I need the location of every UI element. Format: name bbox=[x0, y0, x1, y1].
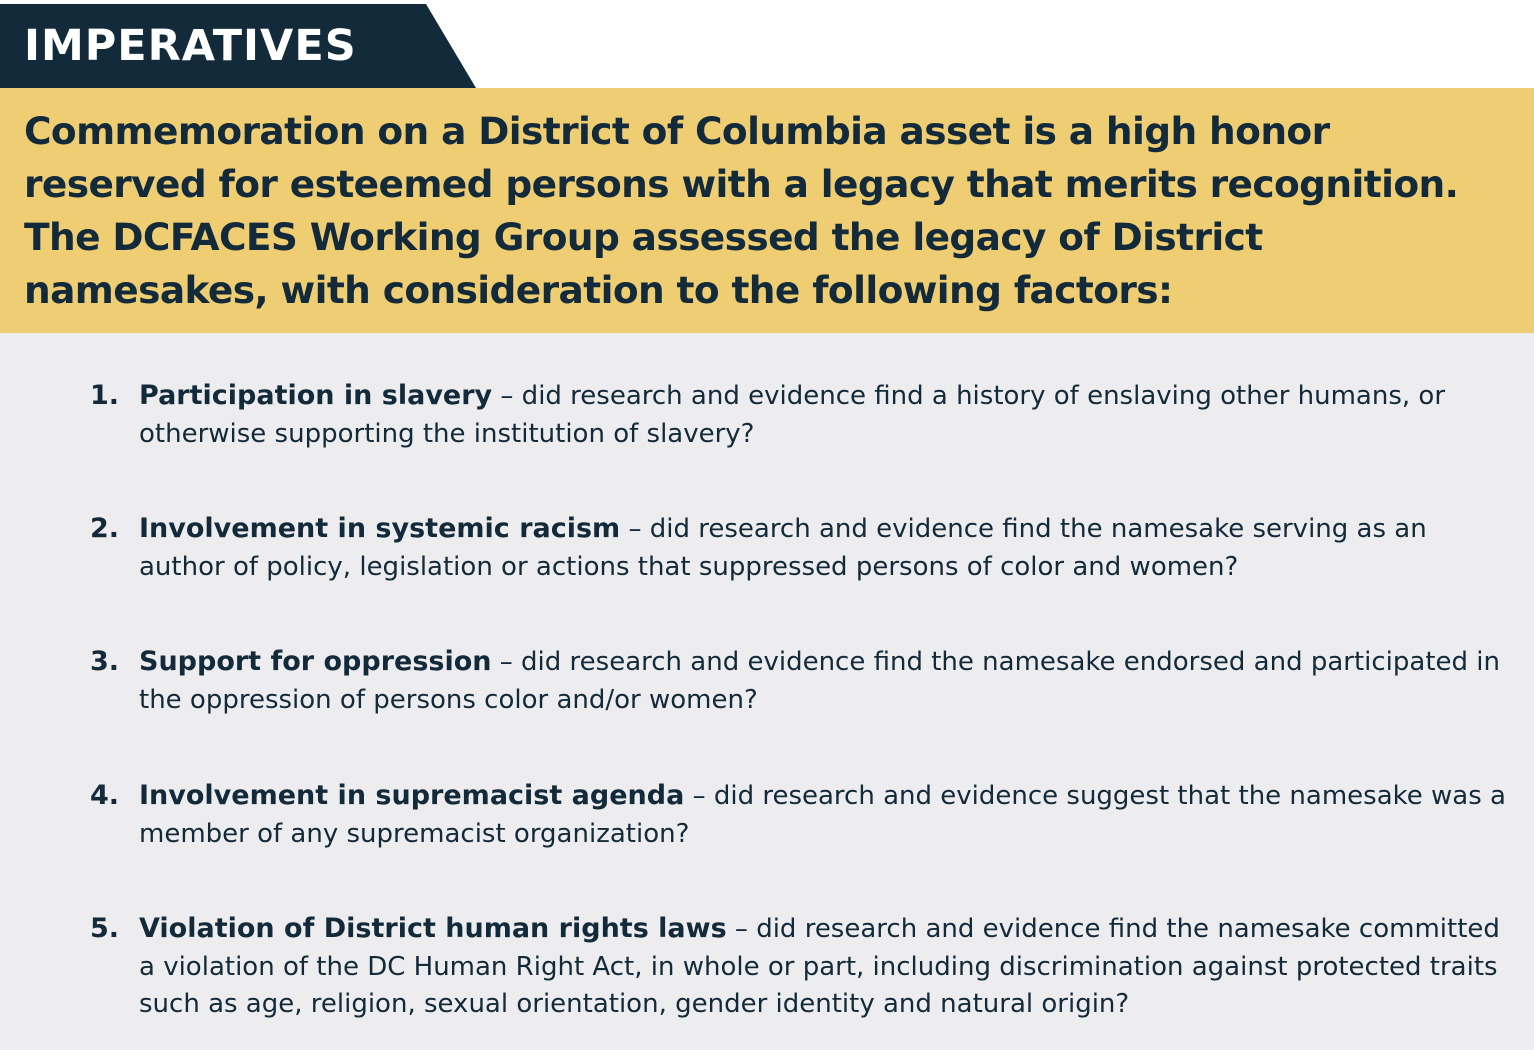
factor-item-slavery bbox=[90, 377, 1510, 453]
factor-item-oppression bbox=[90, 643, 1510, 719]
factor-item-systemic-racism bbox=[90, 510, 1510, 586]
header-band bbox=[0, 0, 1534, 88]
factor-body bbox=[139, 643, 1510, 719]
factor-number: 3. bbox=[90, 646, 120, 677]
factor-description: – did research and evidence find the namesake committed a violation of the DC Human Right Act, in whole or part, including discrimination against protected traits such as age, religion, sexual orientation, gender identity and natural origin? bbox=[139, 914, 1500, 1019]
factor-description: – did research and evidence find the namesake serving as an author of policy, legislation or actions that suppressed persons of color and women? bbox=[139, 514, 1427, 582]
factor-title: Participation in slavery bbox=[139, 380, 493, 411]
factor-number: 1. bbox=[90, 380, 120, 411]
intro-banner bbox=[0, 88, 1534, 333]
factor-number: 2. bbox=[90, 513, 120, 544]
factor-description: – did research and evidence find the namesake endorsed and participated in the oppression of persons color and/or women? bbox=[139, 647, 1500, 715]
factor-body bbox=[139, 510, 1510, 586]
factors-panel bbox=[0, 333, 1534, 1050]
factor-number: 4. bbox=[90, 780, 120, 811]
intro-text: Commemoration on a District of Columbia asset is a high honor reserved for esteemed persons with a legacy that merits recognition. The DCFACES Working Group assessed the legacy of District namesakes, with consideration to the following factors: bbox=[24, 109, 1459, 312]
factor-description: – did research and evidence find a history of enslaving other humans, or otherwise supporting the institution of slavery? bbox=[139, 381, 1446, 449]
factor-title: Involvement in supremacist agenda bbox=[139, 780, 685, 811]
factor-title: Support for oppression bbox=[139, 646, 492, 677]
page-title: IMPERATIVES bbox=[24, 21, 357, 71]
factor-number: 5. bbox=[90, 913, 120, 944]
factor-description: – did research and evidence suggest that the namesake was a member of any supremacist organization? bbox=[139, 781, 1506, 849]
factor-body bbox=[139, 910, 1510, 1024]
factor-body bbox=[139, 777, 1510, 853]
factor-item-supremacist-agenda bbox=[90, 777, 1510, 853]
factor-body bbox=[139, 377, 1510, 453]
factor-title: Involvement in systemic racism bbox=[139, 513, 621, 544]
factor-title: Violation of District human rights laws bbox=[139, 913, 727, 944]
factor-item-human-rights bbox=[90, 910, 1510, 1024]
